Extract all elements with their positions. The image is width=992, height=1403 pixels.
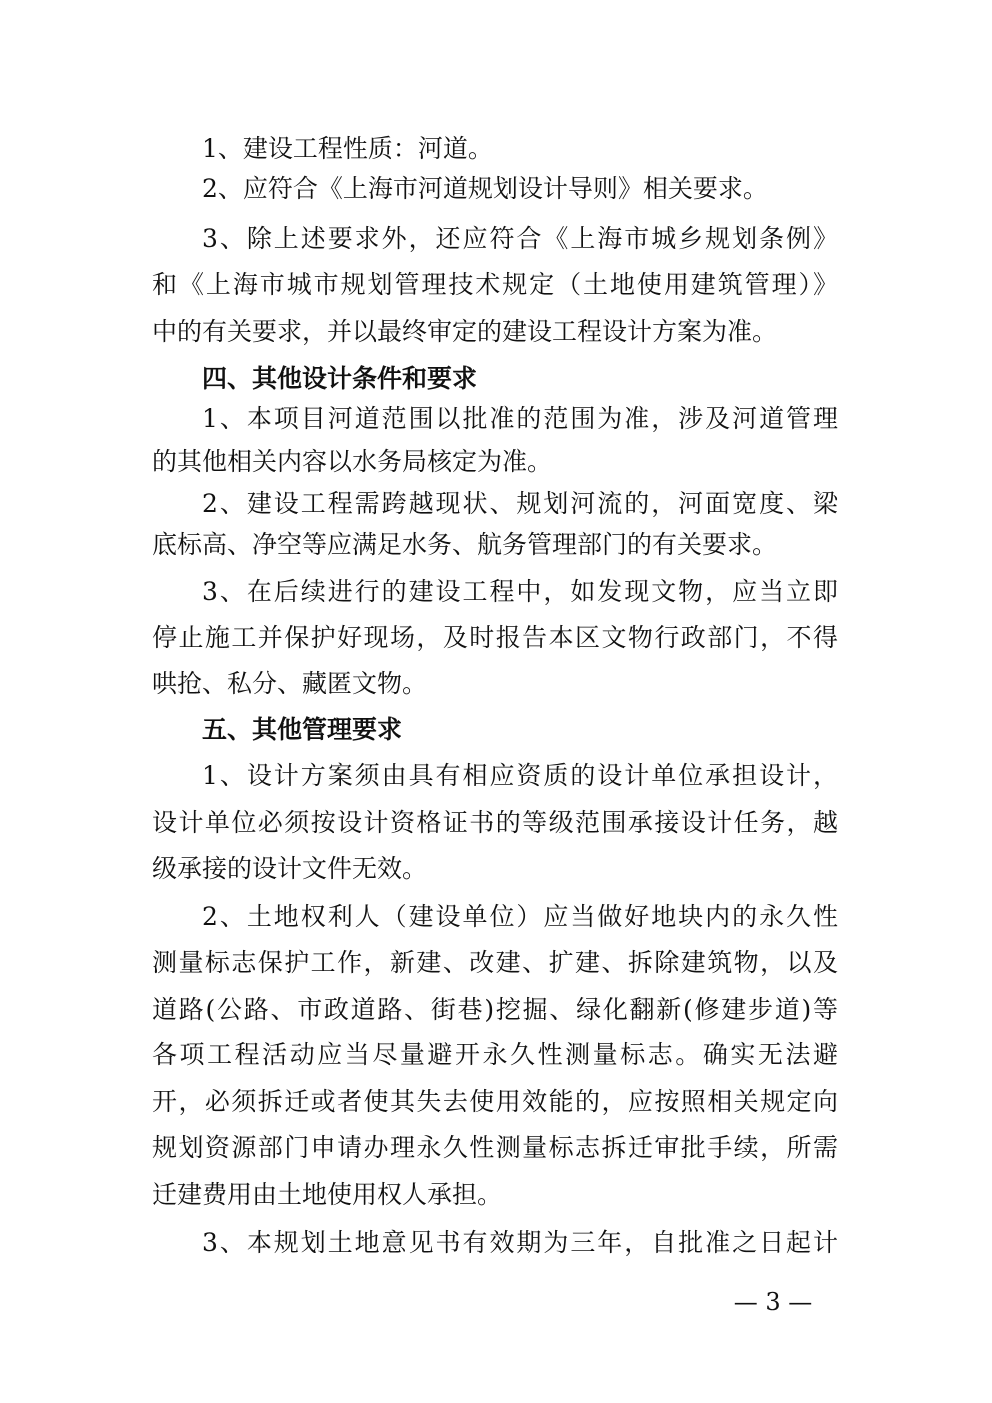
text-line: 3、本规划土地意见书有效期为三年，自批准之日起计 xyxy=(202,1228,838,1257)
text-line: 迁建费用由土地使用权人承担。 xyxy=(152,1180,503,1209)
text-line: 中的有关要求，并以最终审定的建设工程设计方案为准。 xyxy=(152,317,778,346)
text-line: 1、本项目河道范围以批准的范围为准，涉及河道管理 xyxy=(202,404,838,433)
text-line: 2、应符合《上海市河道规划设计导则》相关要求。 xyxy=(202,174,768,203)
text-line: 测量标志保护工作，新建、改建、扩建、拆除建筑物，以及 xyxy=(152,948,838,977)
text-line: 级承接的设计文件无效。 xyxy=(152,854,428,883)
text-line: 停止施工并保护好现场，及时报告本区文物行政部门，不得 xyxy=(152,623,838,652)
text-line: 设计单位必须按设计资格证书的等级范围承接设计任务，越 xyxy=(152,808,838,837)
section-heading: 五、其他管理要求 xyxy=(202,715,403,744)
text-line: 哄抢、私分、藏匿文物。 xyxy=(152,669,428,698)
section-heading: 四、其他设计条件和要求 xyxy=(202,364,478,393)
text-line: 3、除上述要求外，还应符合《上海市城乡规划条例》 xyxy=(202,224,838,253)
text-line: 开，必须拆迁或者使其失去使用效能的，应按照相关规定向 xyxy=(152,1087,838,1116)
text-line: 规划资源部门申请办理永久性测量标志拆迁审批手续，所需 xyxy=(152,1133,838,1162)
page-number: — 3 — xyxy=(733,1288,813,1316)
text-line: 底标高、净空等应满足水务、航务管理部门的有关要求。 xyxy=(152,530,778,559)
text-line: 1、设计方案须由具有相应资质的设计单位承担设计， xyxy=(202,761,838,790)
text-line: 1、建设工程性质：河道。 xyxy=(202,134,493,163)
text-line: 3、在后续进行的建设工程中，如发现文物，应当立即 xyxy=(202,577,838,606)
text-line: 2、建设工程需跨越现状、规划河流的，河面宽度、梁 xyxy=(202,489,838,518)
text-line: 和《上海市城市规划管理技术规定（土地使用建筑管理）》 xyxy=(152,270,838,299)
text-line: 2、土地权利人（建设单位）应当做好地块内的永久性 xyxy=(202,902,838,931)
text-line: 道路(公路、市政道路、街巷)挖掘、绿化翻新(修建步道)等 xyxy=(152,995,838,1024)
text-line: 各项工程活动应当尽量避开永久性测量标志。确实无法避 xyxy=(152,1040,838,1069)
text-line: 的其他相关内容以水务局核定为准。 xyxy=(152,447,553,476)
